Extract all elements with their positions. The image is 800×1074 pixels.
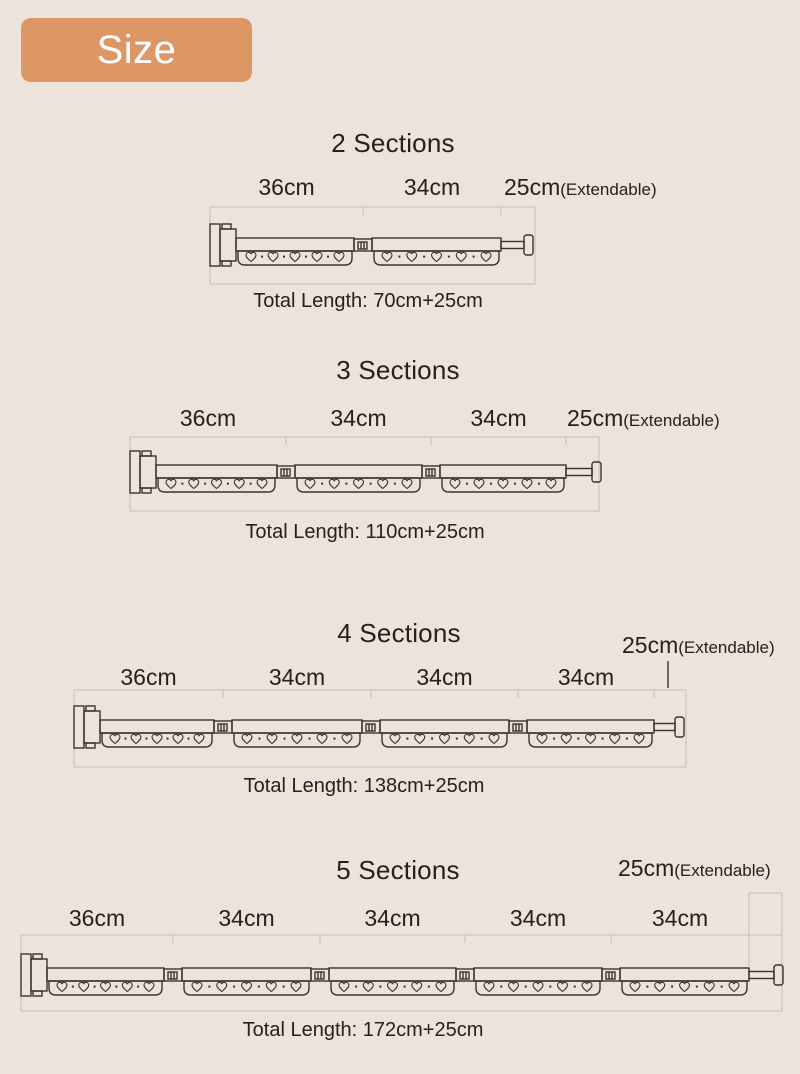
heart-hole	[152, 734, 162, 743]
heart-hole	[558, 982, 568, 991]
section-measure-label: 34cm	[330, 405, 387, 431]
mount-block	[140, 456, 156, 488]
section-measure-label: 34cm	[364, 905, 421, 931]
extendable-note: (Extendable)	[623, 411, 720, 430]
total-length-label: Total Length: 70cm+25cm	[253, 290, 483, 312]
heart-hole	[257, 479, 267, 488]
rack-drawing-2	[130, 437, 601, 511]
section-bar	[236, 238, 354, 251]
section-bar	[182, 968, 311, 981]
diagram-title: 5 Sections	[336, 855, 460, 885]
section-bar	[295, 465, 422, 478]
heart-hole	[533, 982, 543, 991]
rack-drawing-3	[74, 661, 686, 767]
heart-hole	[122, 982, 132, 991]
section-bar	[156, 465, 277, 478]
diagram-title: 3 Sections	[336, 355, 460, 385]
dimension-box	[21, 893, 782, 1011]
heart-hole	[561, 734, 571, 743]
heart-hole	[582, 982, 592, 991]
mount-block	[84, 711, 100, 743]
heart-hole	[610, 734, 620, 743]
heart-hole	[522, 479, 532, 488]
dimension-box	[130, 437, 599, 511]
heart-hole	[390, 734, 400, 743]
heart-hole	[266, 982, 276, 991]
heart-hole	[166, 479, 176, 488]
wall-plate	[21, 954, 31, 996]
section-measure-label: 34cm	[470, 405, 527, 431]
heart-hole	[339, 982, 349, 991]
heart-hole	[436, 982, 446, 991]
rack-drawing-4	[21, 893, 783, 1011]
extendable-rod	[749, 972, 774, 979]
heart-hole	[212, 479, 222, 488]
heart-hole	[242, 734, 252, 743]
section-measure-label: 34cm	[651, 905, 709, 931]
heart-hole	[464, 734, 474, 743]
heart-hole	[217, 982, 227, 991]
heart-hole	[192, 982, 202, 991]
rack-outline	[74, 706, 684, 748]
section-bar	[100, 720, 214, 733]
section-bar	[474, 968, 602, 981]
wall-plate	[74, 706, 84, 748]
heart-hole	[498, 479, 508, 488]
section-measure-label: 34cm	[416, 664, 473, 690]
heart-hole	[456, 252, 466, 261]
total-length-label: Total Length: 138cm+25cm	[243, 775, 485, 797]
diagram-title: 4 Sections	[337, 618, 461, 648]
heart-hole	[402, 479, 412, 488]
extendable-rod	[654, 724, 675, 731]
heart-hole	[79, 982, 89, 991]
extendable-size: 25cm	[504, 174, 561, 200]
rack-drawing-1	[210, 207, 535, 284]
heart-hole	[334, 252, 344, 261]
heart-hole	[292, 734, 302, 743]
heart-hole	[415, 734, 425, 743]
section-measure-label: 34cm	[403, 174, 461, 200]
heart-hole	[57, 982, 67, 991]
section-measure-label: 34cm	[509, 905, 567, 931]
total-length-label: Total Length: 172cm+25cm	[242, 1019, 484, 1041]
heart-hole	[378, 479, 388, 488]
heart-hole	[312, 252, 322, 261]
heart-hole	[110, 734, 120, 743]
section-measure-label: 36cm	[68, 905, 126, 931]
heart-hole	[305, 479, 315, 488]
heart-hole	[586, 734, 596, 743]
rod-end-cap	[675, 717, 684, 737]
rack-outline	[130, 451, 601, 493]
section-bar	[372, 238, 501, 251]
extendable-note: (Extendable)	[674, 861, 771, 880]
section-bar	[47, 968, 164, 981]
extendable-size: 25cm	[622, 632, 679, 658]
section-measure-label: 34cm	[268, 664, 326, 690]
extendable-note: (Extendable)	[678, 638, 775, 657]
heart-hole	[489, 734, 499, 743]
section-bar	[232, 720, 362, 733]
heart-hole	[242, 982, 252, 991]
heart-hole	[509, 982, 519, 991]
heart-hole	[268, 252, 278, 261]
heart-hole	[131, 734, 141, 743]
extendable-rod	[501, 242, 524, 249]
diagram-title: 2 Sections	[331, 128, 455, 158]
section-bar	[527, 720, 654, 733]
mount-block	[31, 959, 47, 991]
section-bar	[440, 465, 566, 478]
extendable-size: 25cm	[567, 405, 624, 431]
rod-end-cap	[524, 235, 533, 255]
heart-hole	[450, 479, 460, 488]
rack-outline	[21, 954, 783, 996]
heart-hole	[363, 982, 373, 991]
wall-plate	[210, 224, 220, 266]
heart-hole	[382, 252, 392, 261]
section-measure-label: 36cm	[120, 664, 177, 690]
heart-hole	[317, 734, 327, 743]
heart-hole	[537, 734, 547, 743]
mount-block	[220, 229, 236, 261]
heart-hole	[704, 982, 714, 991]
heart-hole	[189, 479, 199, 488]
section-measure-label: 36cm	[258, 174, 315, 200]
extendable-rod	[566, 469, 592, 476]
heart-hole	[267, 734, 277, 743]
heart-hole	[481, 252, 491, 261]
heart-hole	[342, 734, 352, 743]
heart-hole	[354, 479, 364, 488]
heart-hole	[432, 252, 442, 261]
section-bar	[329, 968, 456, 981]
heart-hole	[173, 734, 183, 743]
heart-hole	[729, 982, 739, 991]
heart-hole	[412, 982, 422, 991]
heart-hole	[440, 734, 450, 743]
extendable-note: (Extendable)	[560, 180, 657, 199]
section-measure-label: 34cm	[557, 664, 615, 690]
heart-hole	[246, 252, 256, 261]
total-length-label: Total Length: 110cm+25cm	[245, 521, 485, 543]
size-badge: Size	[21, 18, 252, 82]
heart-hole	[388, 982, 398, 991]
section-bar	[620, 968, 749, 981]
rack-outline	[210, 224, 533, 266]
heart-hole	[484, 982, 494, 991]
heart-hole	[290, 252, 300, 261]
section-measure-label: 34cm	[218, 905, 275, 931]
heart-hole	[474, 479, 484, 488]
heart-hole	[546, 479, 556, 488]
section-bar	[380, 720, 509, 733]
heart-hole	[291, 982, 301, 991]
heart-hole	[194, 734, 204, 743]
heart-hole	[407, 252, 417, 261]
heart-hole	[630, 982, 640, 991]
heart-hole	[234, 479, 244, 488]
section-measure-label: 36cm	[179, 405, 237, 431]
heart-hole	[329, 479, 339, 488]
heart-hole	[144, 982, 154, 991]
wall-plate	[130, 451, 140, 493]
heart-hole	[680, 982, 690, 991]
heart-hole	[634, 734, 644, 743]
heart-hole	[101, 982, 111, 991]
heart-hole	[655, 982, 665, 991]
extendable-size: 25cm	[618, 855, 675, 881]
rod-end-cap	[592, 462, 601, 482]
